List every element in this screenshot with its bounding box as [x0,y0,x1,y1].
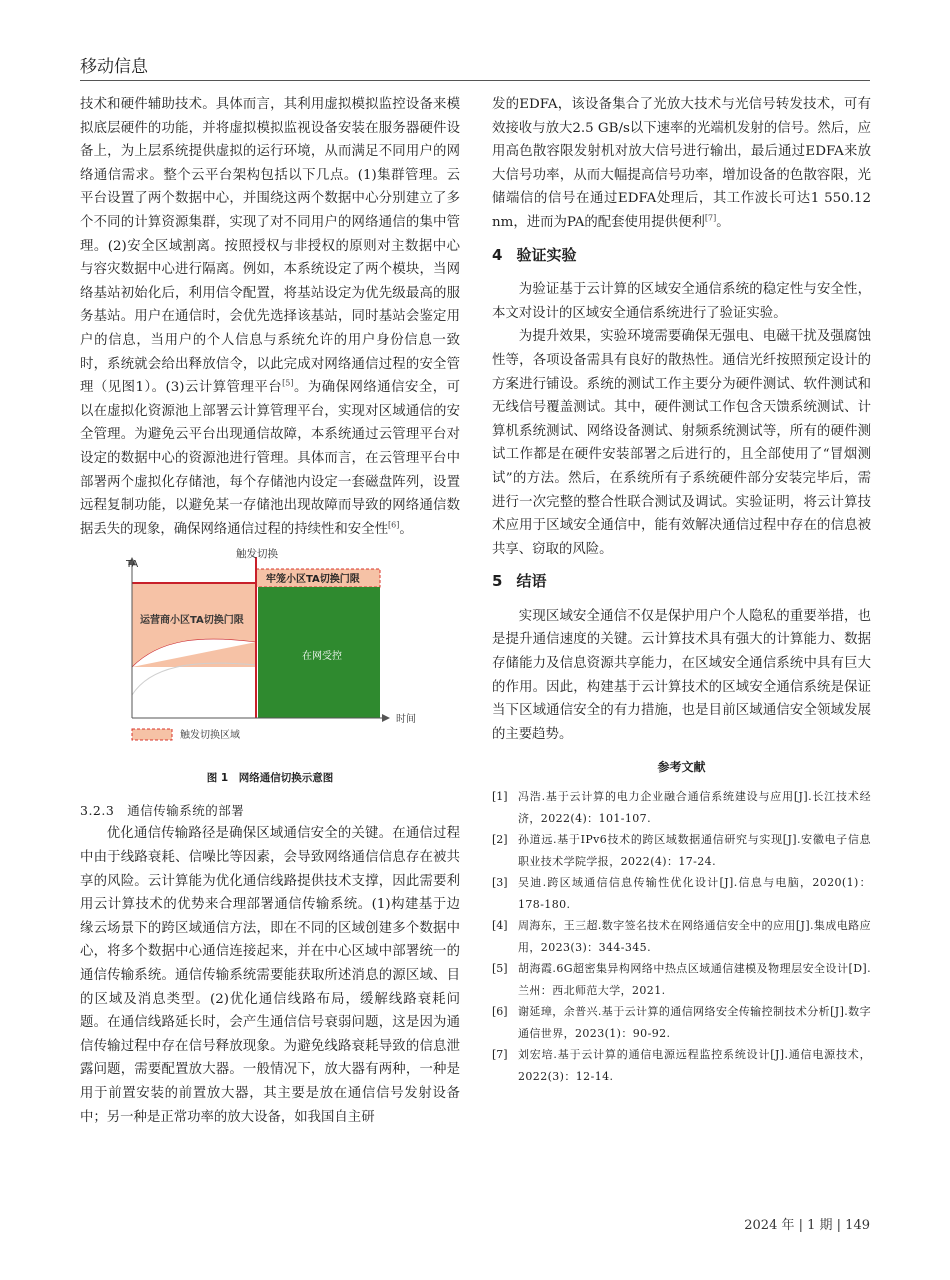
paragraph: 优化通信传输路径是确保区域通信安全的关键。在通信过程中由于线路衰耗、信噪比等因素，会导致网络通信信息存在被共享的风险。云计算能为优化通信线路提供技术支撑，因此需要利用云计算技术的优势来合理部署通信传输系统。(1)构建基于边缘云场景下的跨区域通信方法，即在不同的区域创建多个数据中心，将多个数据中心通信连接起来，并在中心区域中部署统一的通信传输系统。通信传输系统需要能获取所述消息的源区域、目的区域及消息类型。(2)优化通信线路布局，缓解线路衰耗问题。在通信线路延长时，会产生通信信号衰弱问题，这是因为通信传输过程中存在信号释放现象。为避免线路衰耗导致的信息泄露问题，需要配置放大器。一般情况下，放大器有两种，一种是用于前置安装的前置放大器，其主要是放在通信信号发射设备中；另一种是正常功率的放大设备，如我国自主研 [80,826,460,1125]
reference-text: 冯浩.基于云计算的电力企业融合通信系统建设与应用[J].长江技术经济，2022(4)：101-107. [518,790,871,825]
left-column [80,93,460,1129]
reference-item [492,786,871,829]
paragraph: 为提升效果，实验环境需要确保无强电、电磁干扰及强腐蚀性等，各项设备需具有良好的散热性。通信光纤按照预定设计的方案进行铺设。系统的测试工作主要分为硬件测试、软件测试和无线信号覆盖测试。其中，硬件测试工作包含天馈系统测试、计算机系统测试、网络设备测试、射频系统测试等，所有的硬件测试工作都是在硬件安装部署之后进行的，且全部使用了“冒烟测试”的方法。然后，在系统所有子系统硬件部分安装完毕后，需进行一次完整的整合性联合测试及调试。实验证明，将云计算技术应用于区域安全通信中，能有效解决通信过程中存在的信息被共享、窃取的风险。 [492,329,871,557]
text: 发的EDFA，该设备集合了光放大技术与光信号转发技术，可有效接收与放大2.5 GB/s以下速率的光端机发射的信号。然后，应用高色散容限发射机对放大信号进行输出，最后通过EDFA来放大信号功率，从而大幅提高信号功率，增加设备的色散容限，光储端信的信号在通过EDFA处理后，其工作波长可达1 550.12 nm，进而为PA的配套使用提供便利 [492,97,871,230]
x-axis-label: 时间 [396,714,416,726]
subsection-heading: 3.2.3 通信传输系统的部署 [80,802,245,818]
text: 。为确保网络通信安全，可以在虚拟化资源池上部署云计算管理平台，实现对区域通信的安全管理。为避免云平台出现通信故障，本系统通过云管理平台对设定的数据中心的资源池进行管理。具体而言，在云管理平台中部署两个虚拟化存储池，每个存储池内设定一套磁盘阵列，设置远程复制功能，以避免某一存储池出现故障而导致的网络通信数据丢失的现象，确保网络通信过程的持续性和安全性 [80,380,460,537]
legend-swatch [132,729,172,740]
reference-text: 周海东，王三超.数字签名技术在网络通信安全中的应用[J].集成电路应用，2023(3)：344-345. [518,919,871,954]
reference-number: [7] [492,1048,508,1062]
citation[interactable]: [5] [282,378,294,388]
reference-list [492,786,871,1087]
right-column [492,93,871,1087]
section-title: 结语 [516,572,547,591]
references-heading: 参考文献 [657,760,706,775]
reference-number: [5] [492,962,508,976]
journal-name: 移动信息 [80,57,148,77]
trigger-label: 触发切换 [236,548,278,561]
figure-1 [80,547,460,765]
section-title: 验证实验 [516,245,577,264]
reference-text: 谢延璋，余普兴.基于云计算的通信网络安全传输控制技术分析[J].数字通信世界，2023(1)：90-92. [518,1005,871,1040]
header-rule [80,80,870,81]
white-area [132,667,256,718]
reference-text: 吴迪.跨区域通信信息传输性优化设计[J].信息与电脑，2020(1)：178-180. [518,876,871,911]
section-heading [492,244,871,268]
handover-diagram [80,547,460,765]
paragraph [492,93,871,235]
paragraph: 为验证基于云计算的区域安全通信系统的稳定性与安全性，本文对设计的区域安全通信系统进行了验证实验。 [492,282,871,321]
paragraph: 实现区域安全通信不仅是保护用户个人隐私的重要举措，也是提升通信速度的关键。云计算技术具有强大的计算能力、数据存储能力及信息资源共享能力，在区域安全通信系统中具有巨大的作用。因此，构建基于云计算技术的区域安全通信系统是保证当下区域通信安全的有力措施，也是目前区域通信安全领域发展的主要趋势。 [492,608,871,742]
reference-item [492,915,871,958]
y-axis-label: TA [126,559,139,571]
section-heading [492,570,871,594]
text: 技术和硬件辅助技术。具体而言，其利用虚拟模拟监控设备来模拟底层硬件的功能，并将虚拟模拟监视设备安装在服务器硬件设备上，为上层系统提供虚拟的运行环境，从而满足不同用户的网络通信需求。整个云平台架构包括以下几点。(1)集群管理。云平台设置了两个数据中心，并围绕这两个数据中心分别建立了多个不同的计算资源集群，实现了对不同用户的网络通信的集中管理。(2)安全区域割离。按照授权与非授权的原则对主数据中心与容灾数据中心进行隔离。例如，本系统设定了两个模块，当网络基站初始化后，利用信令配置，将基站设定为优先级最高的服务基站。用户在通信时，会优先选择该基站，同时基站会鉴定用户的信息，当用户的个人信息与系统允许的用户身份信息一致时，系统就会给出释放信令，以此完成对网络通信过程的安全管理（见图1）。(3)云计算管理平台 [80,97,460,396]
reference-item [492,1044,871,1087]
operator-threshold-label: 运营商小区TA切换门限 [140,615,244,627]
reference-item [492,872,871,915]
page-footer: 2024 年 | 1 期 | 149 [744,1218,870,1233]
section-number: 4 [492,245,503,264]
citation[interactable]: [7] [704,213,717,223]
legend-label: 触发切换区域 [180,730,240,742]
reference-text: 孙道远.基于IPv6技术的跨区域数据通信研究与实现[J].安徽电子信息职业技术学院学报，2022(4)：17-24. [518,833,871,868]
reference-number: [3] [492,876,508,890]
reference-number: [4] [492,919,508,933]
reference-text: 胡海霞.6G超密集异构网络中热点区域通信建模及物理层安全设计[D].兰州：西北师范大学，2021. [518,962,871,997]
paragraph [80,93,460,541]
reference-item [492,829,871,872]
reference-item [492,1001,871,1044]
reference-text: 刘宏培.基于云计算的通信电源远程监控系统设计[J].通信电源技术，2022(3)：12-14. [518,1048,871,1083]
reference-number: [2] [492,833,508,847]
text: 。 [399,521,413,537]
citation[interactable]: [6] [387,520,400,530]
figure-caption: 图 1 网络通信切换示意图 [206,772,334,785]
reference-number: [6] [492,1005,508,1019]
reference-item [492,958,871,1001]
reference-number: [1] [492,790,508,804]
text: 。 [716,214,730,230]
controlled-label: 在网受控 [302,651,342,663]
femto-threshold-label: 牢笼小区TA切换门限 [266,574,360,586]
section-number: 5 [492,572,503,591]
